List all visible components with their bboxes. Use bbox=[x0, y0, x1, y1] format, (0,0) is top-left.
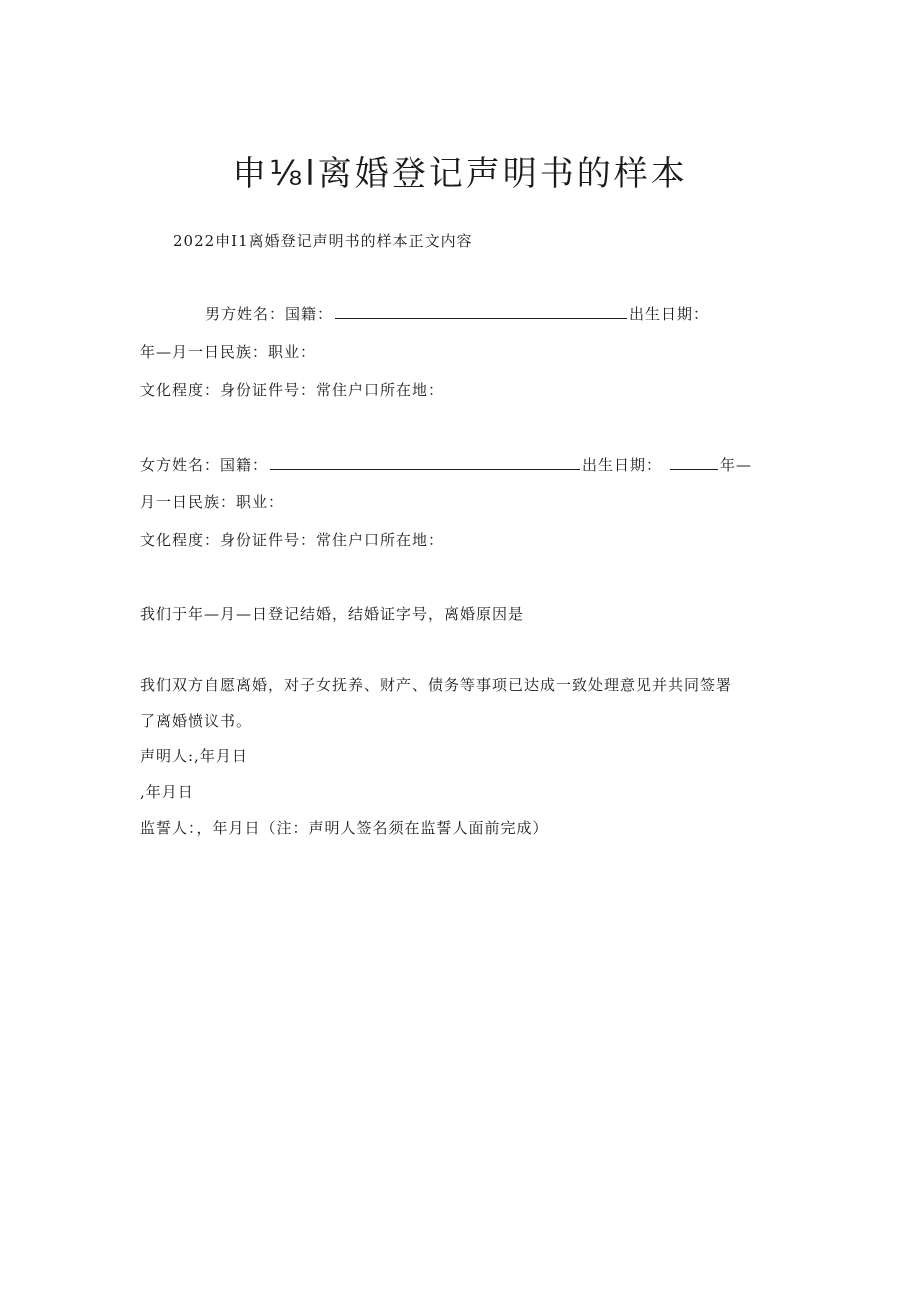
female-nationality-label: 国籍： bbox=[220, 456, 269, 474]
subtitle: 2022申I1离婚登记声明书的样本正文内容 bbox=[173, 232, 473, 250]
female-year-suffix: 年— bbox=[720, 456, 753, 474]
marriage-statement: 我们于年—月—日登记结婚，结婚证字号，离婚原因是 bbox=[140, 605, 525, 623]
supervisor-signature-line: 监誓人：，年月日（注：声明人签名须在监誓人面前完成） bbox=[140, 819, 549, 837]
declarant-signature-line: 声明人:,年月日 bbox=[140, 747, 248, 765]
document-title: 申⅛l离婚登记声明书的样本 bbox=[232, 154, 688, 194]
male-nationality-label: 国籍： bbox=[285, 305, 334, 323]
male-date-ethnic-job: 年—月一日民族：职业： bbox=[140, 343, 317, 361]
female-date-ethnic-job: 月一日民族：职业： bbox=[140, 493, 285, 511]
agreement-statement-line2: 了离婚愤议书。 bbox=[140, 712, 253, 730]
male-nationality-blank[interactable] bbox=[335, 303, 627, 319]
female-info-line bbox=[140, 454, 752, 476]
agreement-statement-line1: 我们双方自愿离婚，对子女抚养、财产、债务等事项已达成一致处理意见并共同签署 bbox=[140, 676, 733, 694]
female-nationality-blank[interactable] bbox=[270, 454, 580, 470]
female-name-label: 女方姓名： bbox=[140, 456, 221, 474]
male-info-line bbox=[205, 303, 709, 325]
male-birth-label: 出生日期： bbox=[629, 305, 710, 323]
second-declarant-date-line: ,年月日 bbox=[140, 783, 194, 801]
male-edu-id-address: 文化程度：身份证件号：常住户口所在地： bbox=[140, 381, 445, 399]
female-birth-label: 出生日期： bbox=[582, 456, 663, 474]
female-birth-year-blank[interactable] bbox=[670, 454, 718, 470]
female-edu-id-address: 文化程度：身份证件号：常住户口所在地： bbox=[140, 531, 445, 549]
male-name-label: 男方姓名： bbox=[205, 305, 286, 323]
